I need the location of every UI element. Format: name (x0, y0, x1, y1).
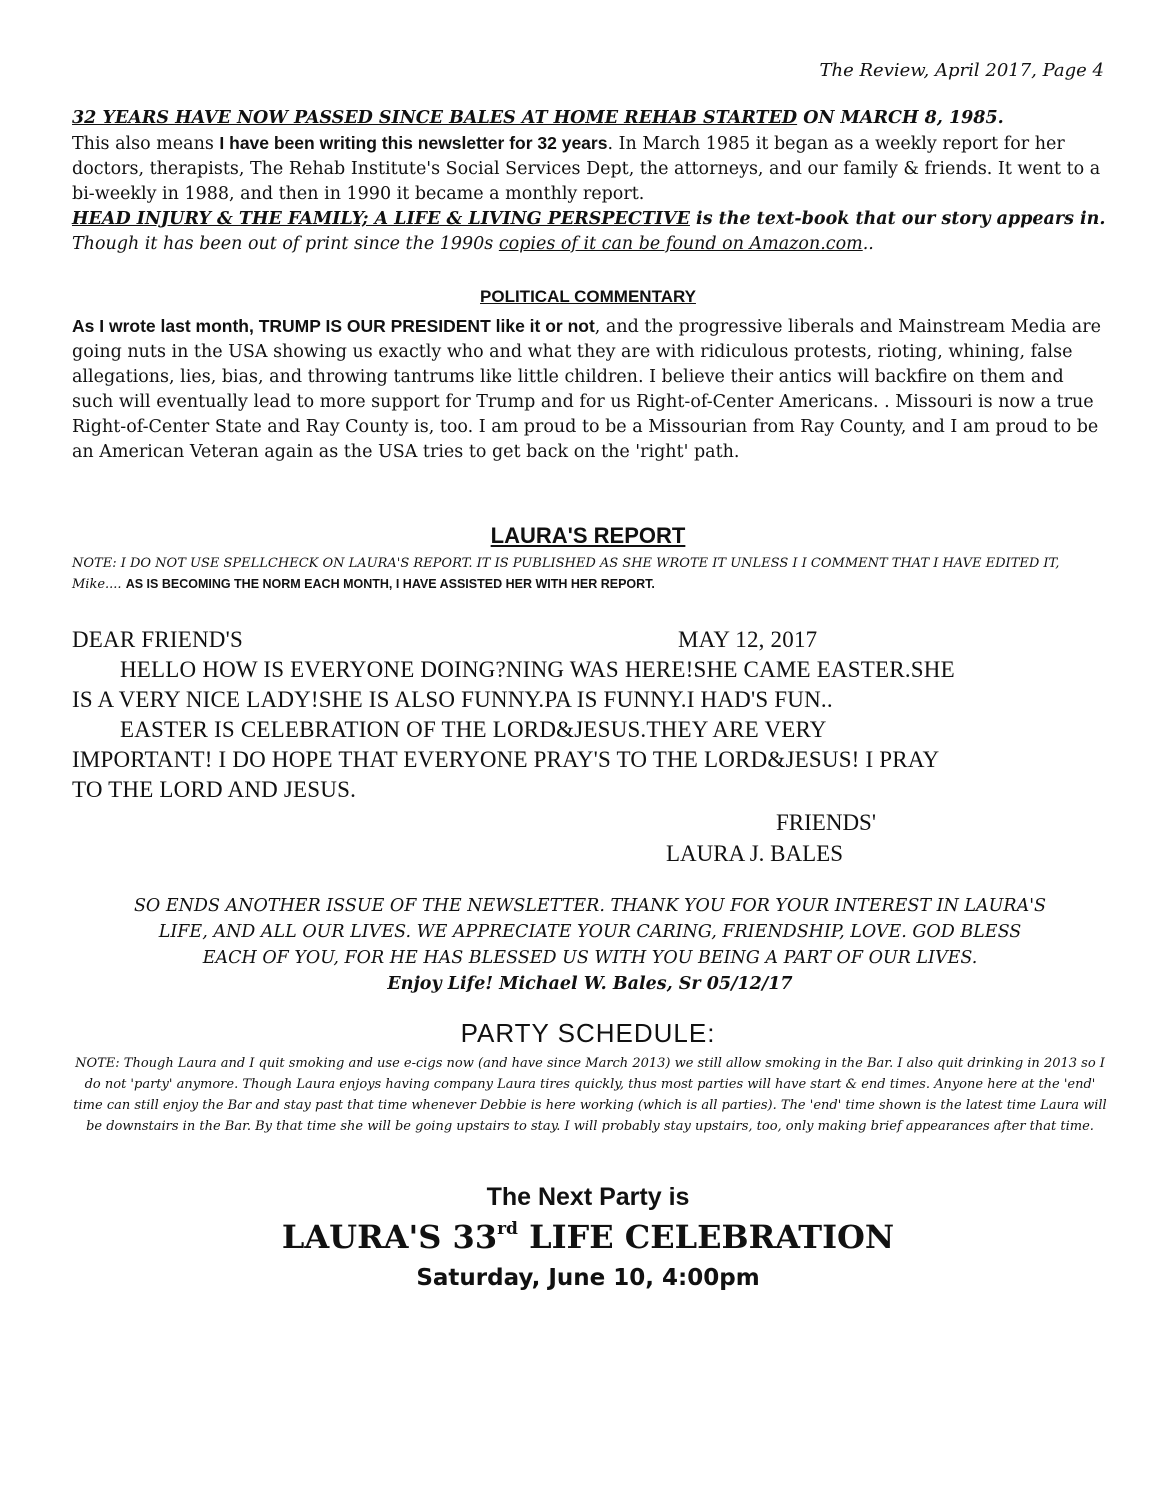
closing-signature: Enjoy Life! Michael W. Bales, Sr 05/12/17 (387, 974, 793, 994)
intro-text-bold: I have been writing this newsletter for 32 years (219, 133, 608, 153)
letter-date: MAY 12, 2017 (678, 627, 818, 652)
lauras-report-title: LAURA'S REPORT (490, 523, 686, 548)
newsletter-closing (72, 893, 1108, 997)
closing-line-2: LIFE, AND ALL OUR LIVES. WE APPRECIATE YOUR CARING, FRIENDSHIP, LOVE. GOD BLESS (158, 922, 1022, 942)
closing-line-1: SO ENDS ANOTHER ISSUE OF THE NEWSLETTER. THANK YOU FOR YOUR INTEREST IN LAURA'S (133, 896, 1047, 916)
political-commentary-title: POLITICAL COMMENTARY (480, 287, 696, 306)
report-note-bold: AS IS BECOMING THE NORM EACH MONTH, I HAVE ASSISTED HER WITH HER REPORT. (125, 577, 655, 591)
book-end: .. (862, 234, 874, 254)
next-party-date: Saturday, June 10, 4:00pm (416, 1265, 760, 1291)
book-text-2: Though it has been out of print since the 1990s (72, 234, 499, 254)
lauras-report-note (72, 554, 1108, 595)
closing-line-3: EACH OF YOU, FOR HE HAS BLESSED US WITH YOU BEING A PART OF OUR LIVES. (202, 948, 978, 968)
anniversary-section (72, 106, 1108, 257)
event-name-a: LAURA'S 33 (281, 1218, 498, 1256)
letter-line-4: IMPORTANT! I DO HOPE THAT EVERYONE PRAY'S TO THE LORD&JESUS! I PRAY (72, 747, 940, 772)
next-party-label: The Next Party is (486, 1183, 690, 1211)
anniversary-headline-date: ON MARCH 8, 1985. (797, 108, 1004, 128)
commentary-lead: As I wrote last month, TRUMP IS OUR PRESIDENT like it or not (72, 316, 595, 336)
letter-line-1: HELLO HOW IS EVERYONE DOING?NING WAS HERE!SHE CAME EASTER.SHE (120, 657, 955, 682)
report-note-text: NOTE: I DO NOT USE SPELLCHECK ON LAURA'S REPORT. IT IS PUBLISHED AS SHE WROTE IT UNLESS I I COMMENT THAT I HAVE EDITED IT, Mike.... (72, 556, 1060, 592)
letter-greeting: DEAR FRIEND'S (72, 627, 243, 652)
anniversary-headline: 32 YEARS HAVE NOW PASSED SINCE BALES AT HOME REHAB STARTED (72, 108, 798, 128)
intro-text-c: . In March 1985 it began as a weekly report for her doctors, therapists, The Rehab Institute's Social Services Dept, the attorneys, and our family & friends. It went to a bi-weekly in 1988, and then in 1990 it became a monthly report. (72, 134, 1101, 204)
commentary-text: , and the progressive liberals and Mainstream Media are going nuts in the USA showing us exactly who and what they are with ridiculous protests, rioting, whining, false allegations, lies, bias, and throwing tantrums like little children. I believe their antics will backfire on them and such will eventually lead to more support for Trump and for us Right-of-Center Americans. . Missouri is now a true Right-of-Center State and Ray County is, too. I am proud to be a Missourian from Ray County, and I am proud to be an American Veteran again as the USA tries to get back on the 'right' path. (72, 317, 1101, 462)
intro-text-a: This also means (72, 134, 220, 154)
amazon-link[interactable]: copies of it can be found on Amazon.com (498, 234, 863, 254)
letter-closing: FRIENDS' (776, 810, 876, 835)
next-party-event (0, 1218, 1176, 1256)
political-commentary-body (72, 314, 1108, 465)
letter-signature: LAURA J. BALES (666, 841, 843, 866)
letter-line-5: TO THE LORD AND JESUS. (72, 777, 357, 802)
event-name-b: LIFE CELEBRATION (517, 1218, 895, 1256)
party-note: NOTE: Though Laura and I quit smoking and use e-cigs now (and have since March 2013) we still allow smoking in the Bar. I also quit drinking in 2013 so I do not 'party' anymore. Though Laura enjoys having company Laura tires quickly, thus most parties will have start & end times. Anyone here at the 'end' time can still enjoy the Bar and stay past that time whenever Debbie is here working (which is all parties). The 'end' time shown is the latest time Laura will be downstairs in the Bar. By that time she will be going upstairs to stay. I will probably stay upstairs, too, only making brief appearances after that time. (73, 1056, 1107, 1134)
letter-line-3: EASTER IS CELEBRATION OF THE LORD&JESUS.THEY ARE VERY (120, 717, 827, 742)
book-text: is the text-book that our story appears in. (689, 209, 1106, 229)
page-header: The Review, April 2017, Page 4 (819, 60, 1104, 81)
book-title: HEAD INJURY & THE FAMILY; A LIFE & LIVING PERSPECTIVE (72, 209, 690, 229)
laura-letter (72, 625, 1108, 805)
party-schedule-title: PARTY SCHEDULE: (460, 1018, 716, 1048)
event-ordinal: rd (497, 1219, 518, 1239)
letter-line-2: IS A VERY NICE LADY!SHE IS ALSO FUNNY.PA IS FUNNY.I HAD'S FUN.. (72, 687, 833, 712)
